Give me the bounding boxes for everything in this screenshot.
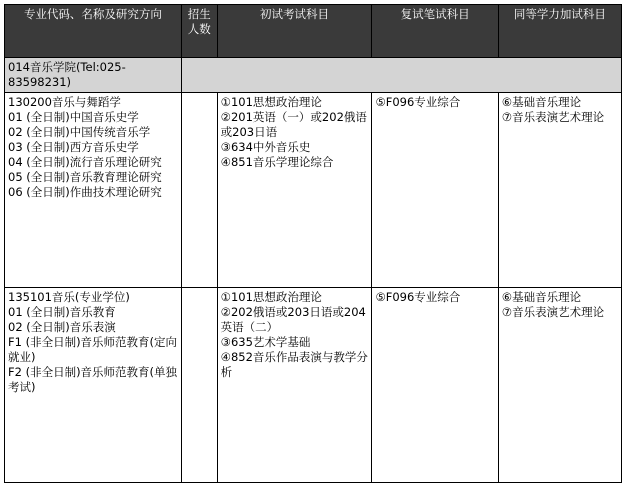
initial-exam-cell — [217, 93, 372, 288]
table-row — [5, 288, 622, 483]
exam-line: ⑥基础音乐理论 — [501, 290, 582, 304]
table-row — [5, 93, 622, 288]
exam-line: ④852音乐作品表演与教学分析 — [220, 350, 368, 379]
program-line: 02 (全日制)音乐表演 — [8, 320, 116, 334]
program-line: F1 (非全日制)音乐师范教育(定向就业) — [8, 335, 178, 364]
header-initial-exam: 初试考试科目 — [217, 5, 372, 58]
exam-line: ③635艺术学基础 — [220, 335, 311, 349]
header-program: 专业代码、名称及研究方向 — [5, 5, 182, 58]
enrollment-cell — [181, 93, 217, 288]
program-line: 04 (全日制)流行音乐理论研究 — [8, 155, 162, 169]
section-spacer — [181, 58, 621, 93]
header-retest-exam: 复试笔试科目 — [372, 5, 498, 58]
section-row — [5, 58, 622, 93]
program-line: 05 (全日制)音乐教育理论研究 — [8, 170, 162, 184]
exam-line: ③634中外音乐史 — [220, 140, 311, 154]
exam-line: ②202俄语或203日语或204英语（二） — [220, 305, 366, 334]
exam-line: ④851音乐学理论综合 — [220, 155, 334, 169]
equivalent-exam-cell — [498, 93, 621, 288]
program-line: 01 (全日制)音乐教育 — [8, 305, 116, 319]
program-cell — [5, 93, 182, 288]
enrollment-cell — [181, 288, 217, 483]
program-cell — [5, 288, 182, 483]
header-equivalent-exam: 同等学力加试科目 — [498, 5, 621, 58]
program-line: 01 (全日制)中国音乐史学 — [8, 110, 139, 124]
retest-exam-cell — [372, 93, 498, 288]
exam-line: ⑦音乐表演艺术理论 — [501, 110, 605, 124]
exam-line: ②201英语（一）或202俄语或203日语 — [220, 110, 367, 139]
exam-line: ⑥基础音乐理论 — [501, 95, 582, 109]
equivalent-exam-cell — [498, 288, 621, 483]
exam-line: ⑤F096专业综合 — [375, 95, 461, 109]
program-line: 06 (全日制)作曲技术理论研究 — [8, 185, 162, 199]
initial-exam-cell — [217, 288, 372, 483]
retest-exam-cell — [372, 288, 498, 483]
program-line: 03 (全日制)西方音乐史学 — [8, 140, 139, 154]
program-line: 135101音乐(专业学位) — [8, 290, 130, 304]
header-enrollment: 招生人数 — [181, 5, 217, 58]
header-row — [5, 5, 622, 58]
program-line: F2 (非全日制)音乐师范教育(单独考试) — [8, 365, 178, 394]
exam-line: ⑦音乐表演艺术理论 — [501, 305, 605, 319]
exam-line: ⑤F096专业综合 — [375, 290, 461, 304]
section-label: 014音乐学院(Tel:025-83598231) — [5, 58, 182, 93]
program-line: 130200音乐与舞蹈学 — [8, 95, 121, 109]
admissions-table — [4, 4, 622, 483]
program-line: 02 (全日制)中国传统音乐学 — [8, 125, 151, 139]
exam-line: ①101思想政治理论 — [220, 290, 322, 304]
exam-line: ①101思想政治理论 — [220, 95, 322, 109]
